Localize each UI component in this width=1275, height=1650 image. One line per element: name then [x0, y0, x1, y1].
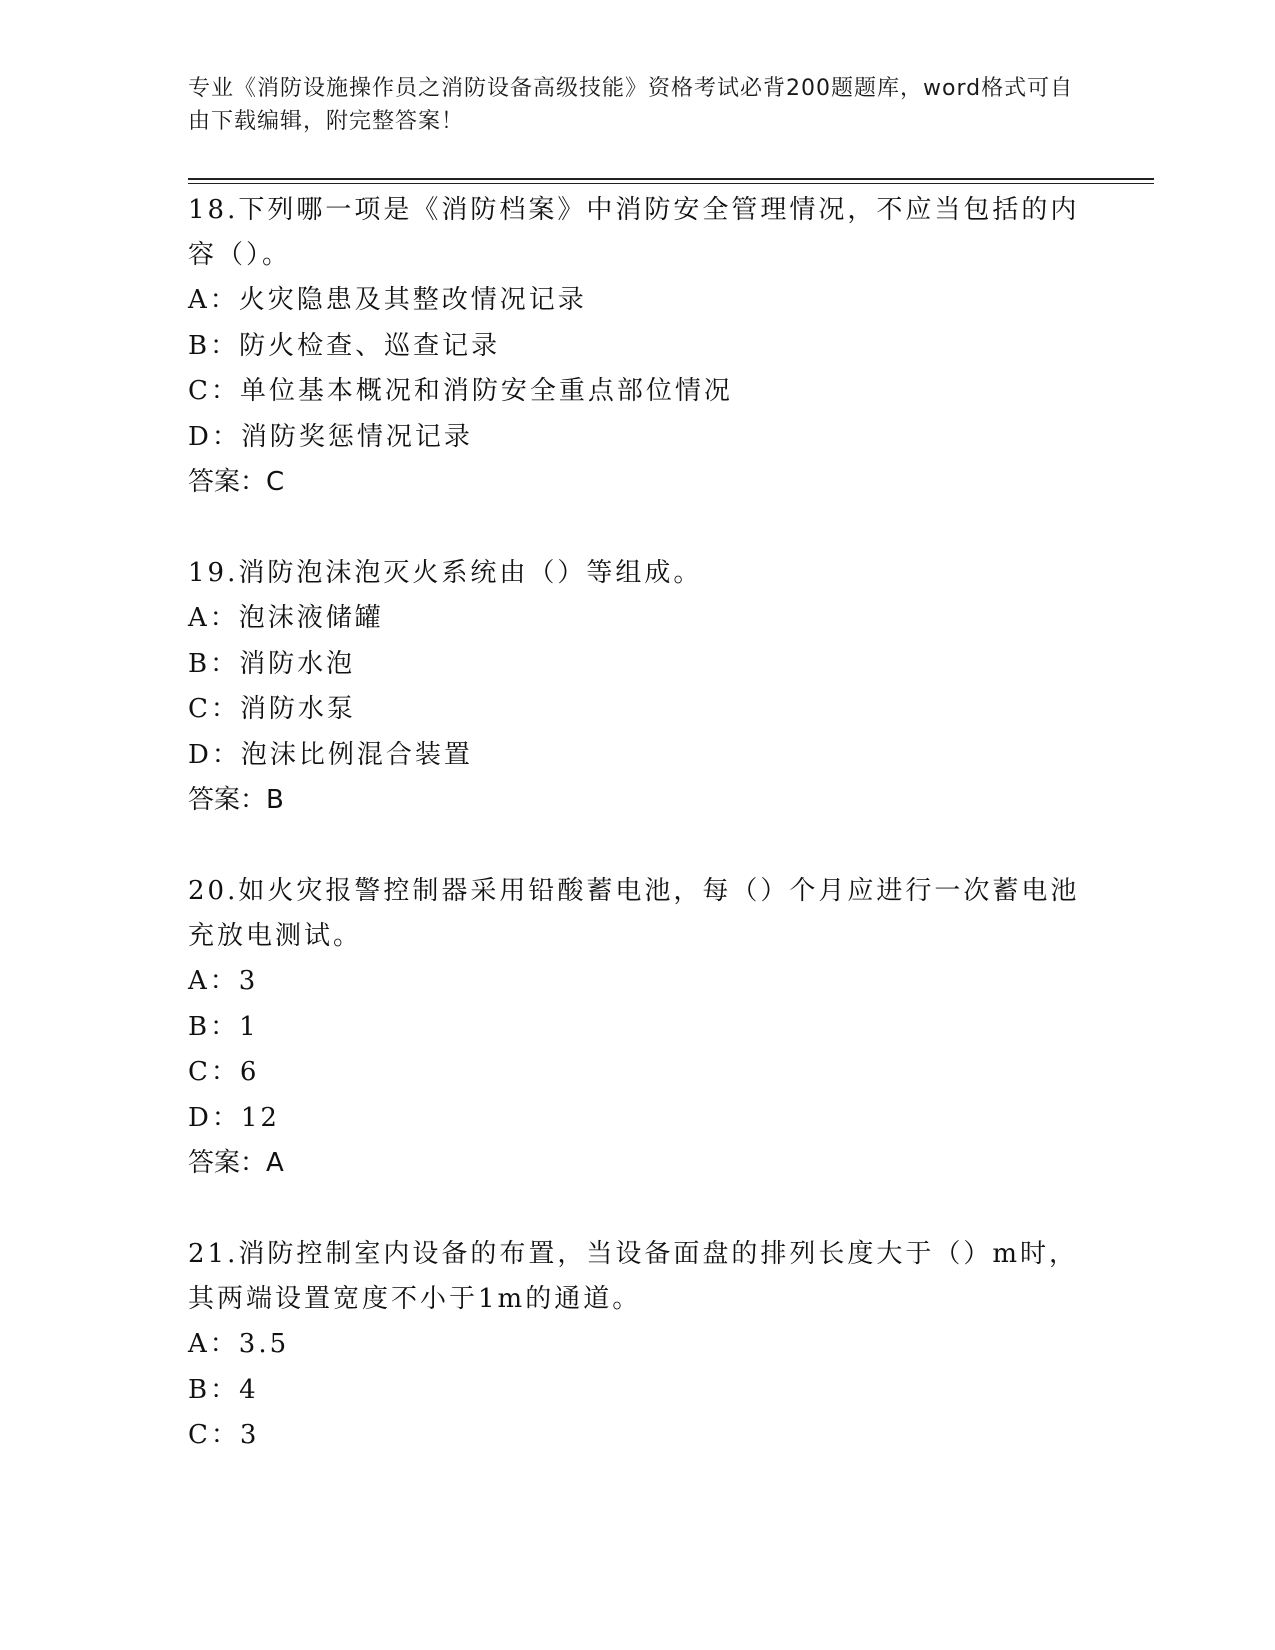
question-stem: 21.消防控制室内设备的布置，当设备面盘的排列长度大于（）m时，其两端设置宽度不小于1m的通道。: [188, 1239, 1079, 1314]
option-d: D：消防奖惩情况记录: [188, 421, 473, 452]
option-b: B：4: [188, 1374, 259, 1405]
question-20: [188, 869, 1088, 1186]
option-c: C：消防水泵: [188, 694, 356, 724]
question-18: [188, 188, 1088, 505]
question-stem: 19.消防泡沫泡灭火系统由（）等组成。: [188, 558, 703, 588]
question-list: [188, 188, 1088, 1505]
header-divider-thin: [188, 183, 1154, 184]
option-a: A：火灾隐患及其整改情况记录: [188, 285, 587, 315]
option-c: C：单位基本概况和消防安全重点部位情况: [188, 376, 733, 406]
option-a: A：泡沫液储罐: [188, 603, 384, 633]
answer-line: 答案：A: [188, 1148, 284, 1178]
option-b: B：1: [188, 1011, 259, 1042]
header-divider-thick: [188, 178, 1154, 180]
answer-line: 答案：B: [188, 785, 284, 815]
option-a: A：3: [188, 966, 259, 996]
question-21: [188, 1232, 1088, 1459]
answer-line: 答案：C: [188, 467, 285, 497]
option-b: B：防火检查、巡查记录: [188, 330, 501, 361]
option-c: C：3: [188, 1420, 260, 1450]
question-stem: 20.如火灾报警控制器采用铅酸蓄电池，每（）个月应进行一次蓄电池充放电测试。: [188, 876, 1080, 951]
option-d: D：12: [188, 1102, 280, 1133]
option-a: A：3.5: [188, 1329, 290, 1359]
document-header: 专业《消防设施操作员之消防设备高级技能》资格考试必背200题题库，word格式可自由下载编辑，附完整答案！: [188, 76, 1074, 134]
question-stem: 18.下列哪一项是《消防档案》中消防安全管理情况，不应当包括的内容（）。: [188, 195, 1080, 270]
option-d: D：泡沫比例混合装置: [188, 739, 473, 770]
option-c: C：6: [188, 1057, 260, 1087]
option-b: B：消防水泡: [188, 648, 356, 679]
question-19: [188, 551, 1088, 823]
